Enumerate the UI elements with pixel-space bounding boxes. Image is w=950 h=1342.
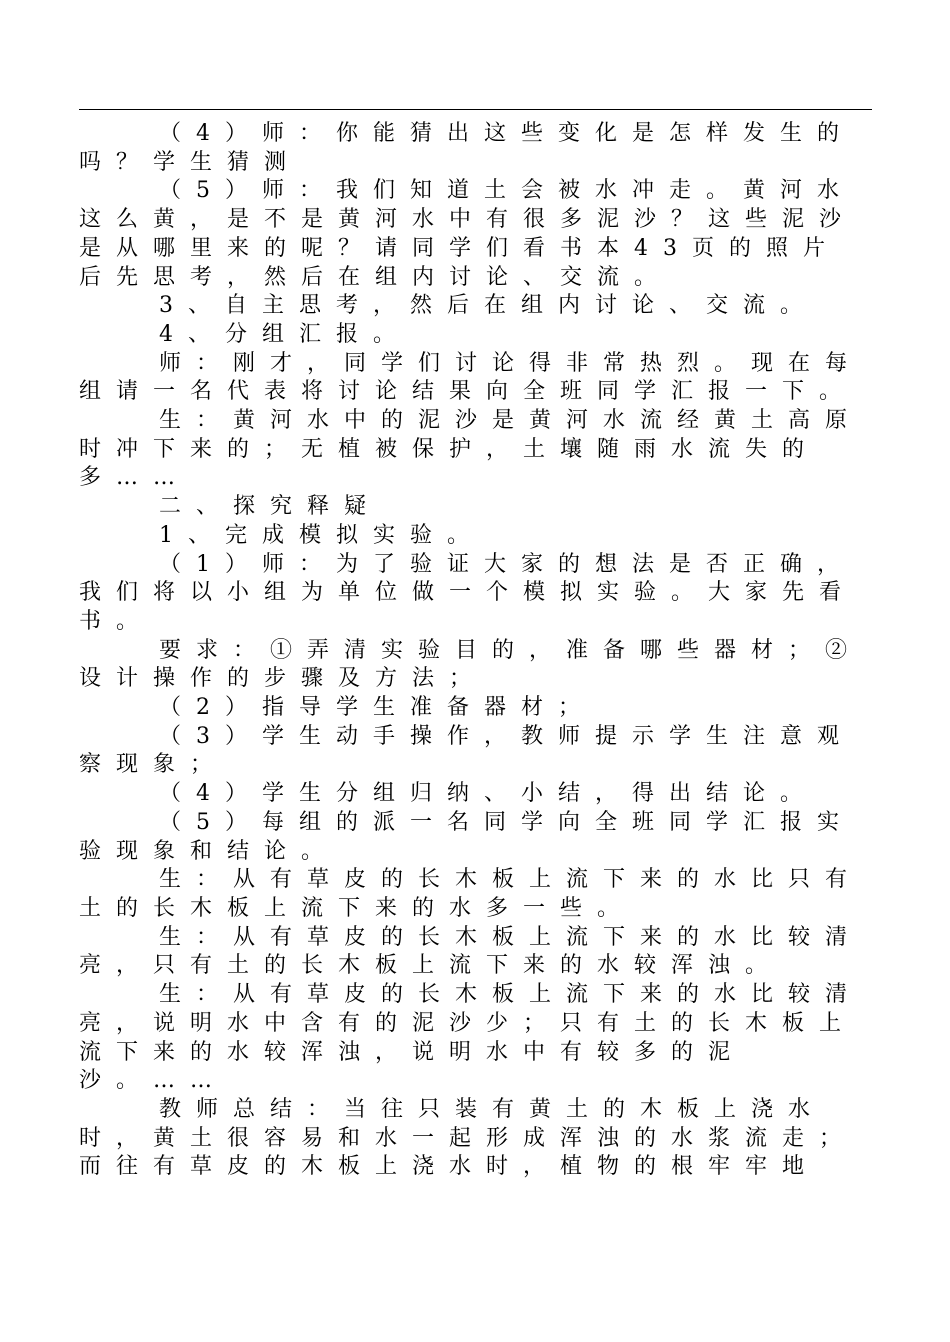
header-rule	[79, 109, 872, 110]
paragraph: 教师总结：当往只装有黄土的木板上浇水时，黄土很容易和水一起形成浑浊的水浆流走；而往有草皮的木板上浇水时，植物的根牢牢地	[79, 1096, 857, 1180]
paragraph: 生：黄河水中的泥沙是黄河水流经黄土高原时冲下来的；无植被保护，土壤随雨水流失的多……	[79, 408, 863, 491]
document-body	[79, 120, 872, 1182]
paragraph: 生：从有草皮的长木板上流下来的水比较清亮，只有土的长木板上流下来的水较浑浊。	[79, 924, 863, 979]
paragraph: （5）师：我们知道土会被水冲走。黄河水这么黄，是不是黄河水中有很多泥沙？这些泥沙是从哪里来的呢？请同学们看书本43页的照片后先思考，然后在组内讨论、交流。	[79, 178, 857, 290]
paragraph: （4）学生分组归纳、小结，得出结论。	[159, 781, 817, 807]
paragraph: 二、探究释疑	[159, 494, 382, 520]
paragraph: 1、完成模拟实验。	[159, 522, 484, 548]
paragraph: 3、自主思考，然后在组内讨论、交流。	[159, 293, 817, 319]
paragraph: 生：从有草皮的长木板上流下来的水比较清亮，说明水中含有的泥沙少；只有土的长木板上流下来的水较浑浊，说明水中有较多的泥沙。……	[79, 982, 863, 1094]
paragraph: 生：从有草皮的长木板上流下来的水比只有土的长木板上流下来的水多一些。	[79, 867, 863, 921]
paragraph: （2）指导学生准备器材；	[159, 695, 595, 721]
paragraph: （5）每组的派一名同学向全班同学汇报实验现象和结论。	[79, 809, 854, 864]
paragraph: （4）师：你能猜出这些变化是怎样发生的吗？学生猜测	[79, 121, 854, 175]
paragraph: （1）师：为了验证大家的想法是否正确，我们将以小组为单位做一个模拟实验。大家先看书。	[79, 551, 857, 634]
paragraph: （3）学生动手操作，教师提示学生注意观察现象；	[79, 723, 854, 778]
paragraph: 4、分组汇报。	[159, 321, 410, 347]
paragraph: 要求：①弄清实验目的，准备哪些器材；②设计操作的步骤及方法；	[79, 637, 863, 692]
paragraph: 师：刚才，同学们讨论得非常热烈。现在每组请一名代表将讨论结果向全班同学汇报一下。	[79, 350, 863, 405]
